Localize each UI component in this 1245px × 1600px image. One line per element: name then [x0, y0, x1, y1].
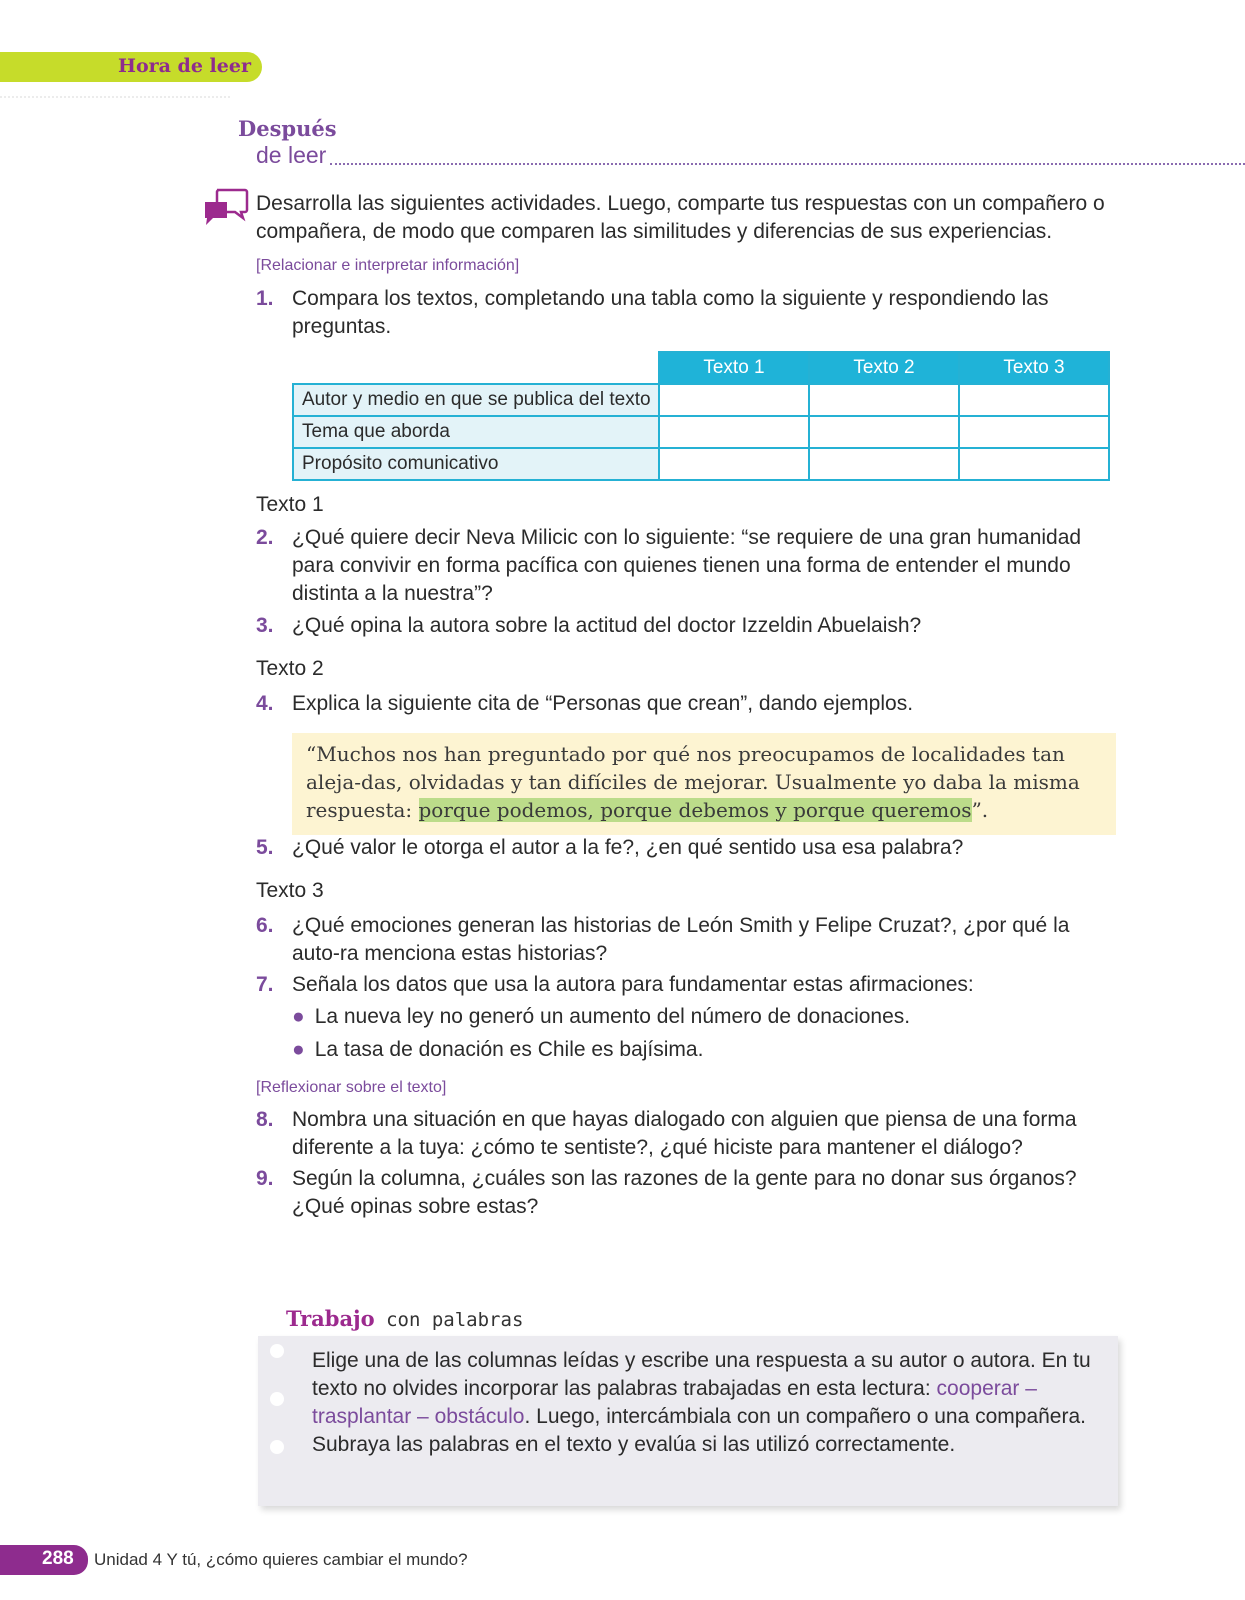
question-text: Señala los datos que usa la autora para fundamentar estas afirmaciones:: [292, 973, 974, 996]
table-column-header: Texto 1: [659, 352, 809, 384]
table-cell[interactable]: [809, 416, 959, 448]
page-number: 288: [42, 1548, 74, 1569]
table-cell[interactable]: [659, 384, 809, 416]
question-1: [256, 285, 1116, 341]
question-text: ¿Qué quiere decir Neva Milicic con lo siguiente: “se requiere de una gran humanidad para convivir en forma pacífica con quienes tienen una forma de entender el mundo distinta a la nuestra”?: [292, 526, 1082, 605]
activity-instructions: Desarrolla las siguientes actividades. Luego, comparte tus respuestas con un compañero o compañera, de modo que comparen las similitudes y diferencias de sus experiencias.: [256, 192, 1105, 243]
question-text: Explica la siguiente cita de “Personas que crean”, dando ejemplos.: [292, 692, 914, 715]
table-row: [293, 384, 1109, 416]
paper-hole: [270, 1344, 284, 1358]
question-text: Según la columna, ¿cuáles son las razones de la gente para no donar sus órganos? ¿Qué opinas sobre estas?: [292, 1167, 1077, 1218]
title-dotted-rule: [330, 163, 1245, 165]
question-number: 8.: [256, 1108, 274, 1131]
comparison-table: [292, 351, 1110, 481]
table-row: [293, 416, 1109, 448]
trabajo-words: cooperar – trasplantar – obstáculo: [312, 1377, 1037, 1428]
question-number: 4.: [256, 692, 274, 715]
subheading-texto-3: Texto 3: [256, 879, 324, 902]
question-number: 2.: [256, 526, 274, 549]
quote-part: “Muchos nos han preguntado por qué nos preocupamos de localidades tan aleja-das, olvidadas y tan difíciles de mejorar. Usualmente yo daba la misma respuesta:: [306, 742, 1080, 822]
question-7: [256, 971, 1116, 999]
table-header-row: [293, 352, 1109, 384]
table-cell[interactable]: [659, 416, 809, 448]
paper-hole: [270, 1440, 284, 1454]
question-3: [256, 612, 1116, 640]
question-text: Compara los textos, completando una tabla como la siguiente y respondiendo las preguntas.: [292, 287, 1049, 338]
table-cell[interactable]: [959, 384, 1109, 416]
trabajo-text: [312, 1347, 1102, 1459]
table-row-label: Tema que aborda: [293, 416, 659, 448]
question-number: 9.: [256, 1167, 274, 1190]
table-cell[interactable]: [959, 416, 1109, 448]
question-text: ¿Qué opina la autora sobre la actitud del doctor Izzeldin Abuelaish?: [292, 614, 922, 637]
question-text: ¿Qué emociones generan las historias de León Smith y Felipe Cruzat?, ¿por qué la auto-ra menciona estas historias?: [292, 914, 1070, 965]
footer-unit-title: Unidad 4 Y tú, ¿cómo quieres cambiar el mundo?: [94, 1550, 468, 1569]
table-cell[interactable]: [809, 448, 959, 480]
list-item-text: La nueva ley no generó un aumento del número de donaciones.: [314, 1005, 911, 1028]
question-number: 5.: [256, 836, 274, 859]
paper-hole: [270, 1392, 284, 1406]
trabajo-title-bold: Trabajo: [286, 1306, 375, 1331]
trabajo-text-part: . Luego, intercámbiala con un compañero o una compañera. Subraya las palabras en el texto y evalúa si las utilizó correctamente.: [312, 1405, 1086, 1456]
question-2: [256, 524, 1116, 608]
bullet-icon: ●: [292, 1038, 305, 1061]
question-number: 6.: [256, 914, 274, 937]
table-row-label: Propósito comunicativo: [293, 448, 659, 480]
skill-tag-reflect: [Reflexionar sobre el texto]: [256, 1079, 447, 1096]
table-column-header: Texto 2: [809, 352, 959, 384]
question-text: ¿Qué valor le otorga el autor a la fe?, ¿en qué sentido usa esa palabra?: [292, 836, 964, 859]
trabajo-title-rest: con palabras: [374, 1309, 524, 1331]
question-number: 7.: [256, 973, 274, 996]
chat-bubbles-icon: [203, 188, 249, 228]
section-title-line2: de leer: [256, 142, 327, 168]
list-item: [292, 1038, 703, 1062]
question-text: Nombra una situación en que hayas dialogado con alguien que piensa de una forma diferente a la tuya: ¿cómo te sentiste?, ¿qué hiciste para mantener el diálogo?: [292, 1108, 1077, 1159]
bullet-icon: ●: [292, 1005, 305, 1028]
divider: [0, 96, 230, 98]
table-cell[interactable]: [959, 448, 1109, 480]
quote-end: ”.: [971, 798, 989, 822]
question-8: [256, 1106, 1116, 1162]
subheading-texto-2: Texto 2: [256, 657, 324, 680]
section-title-line1: Después: [238, 116, 337, 141]
trabajo-title: [286, 1306, 523, 1332]
question-6: [256, 912, 1116, 968]
subheading-texto-1: Texto 1: [256, 493, 324, 516]
list-item: [292, 1005, 910, 1029]
table-column-header: Texto 3: [959, 352, 1109, 384]
table-row: [293, 448, 1109, 480]
question-4: [256, 690, 1116, 718]
section-tab-label: Hora de leer: [118, 55, 251, 77]
table-row-label: Autor y medio en que se publica del texto: [293, 384, 659, 416]
table-cell[interactable]: [659, 448, 809, 480]
table-cell[interactable]: [809, 384, 959, 416]
quote-highlight: porque podemos, porque debemos y porque queremos: [418, 798, 972, 822]
list-item-text: La tasa de donación es Chile es bajísima.: [314, 1038, 704, 1061]
trabajo-text-part: Elige una de las columnas leídas y escribe una respuesta a su autor o autora. En tu texto no olvides incorporar las palabras trabajadas en esta lectura:: [312, 1349, 1091, 1400]
question-number: 1.: [256, 287, 274, 310]
skill-tag-relate: [Relacionar e interpretar información]: [256, 257, 520, 274]
question-5: [256, 834, 1116, 862]
question-number: 3.: [256, 614, 274, 637]
quote-text: [306, 740, 1106, 824]
question-9: [256, 1165, 1116, 1221]
